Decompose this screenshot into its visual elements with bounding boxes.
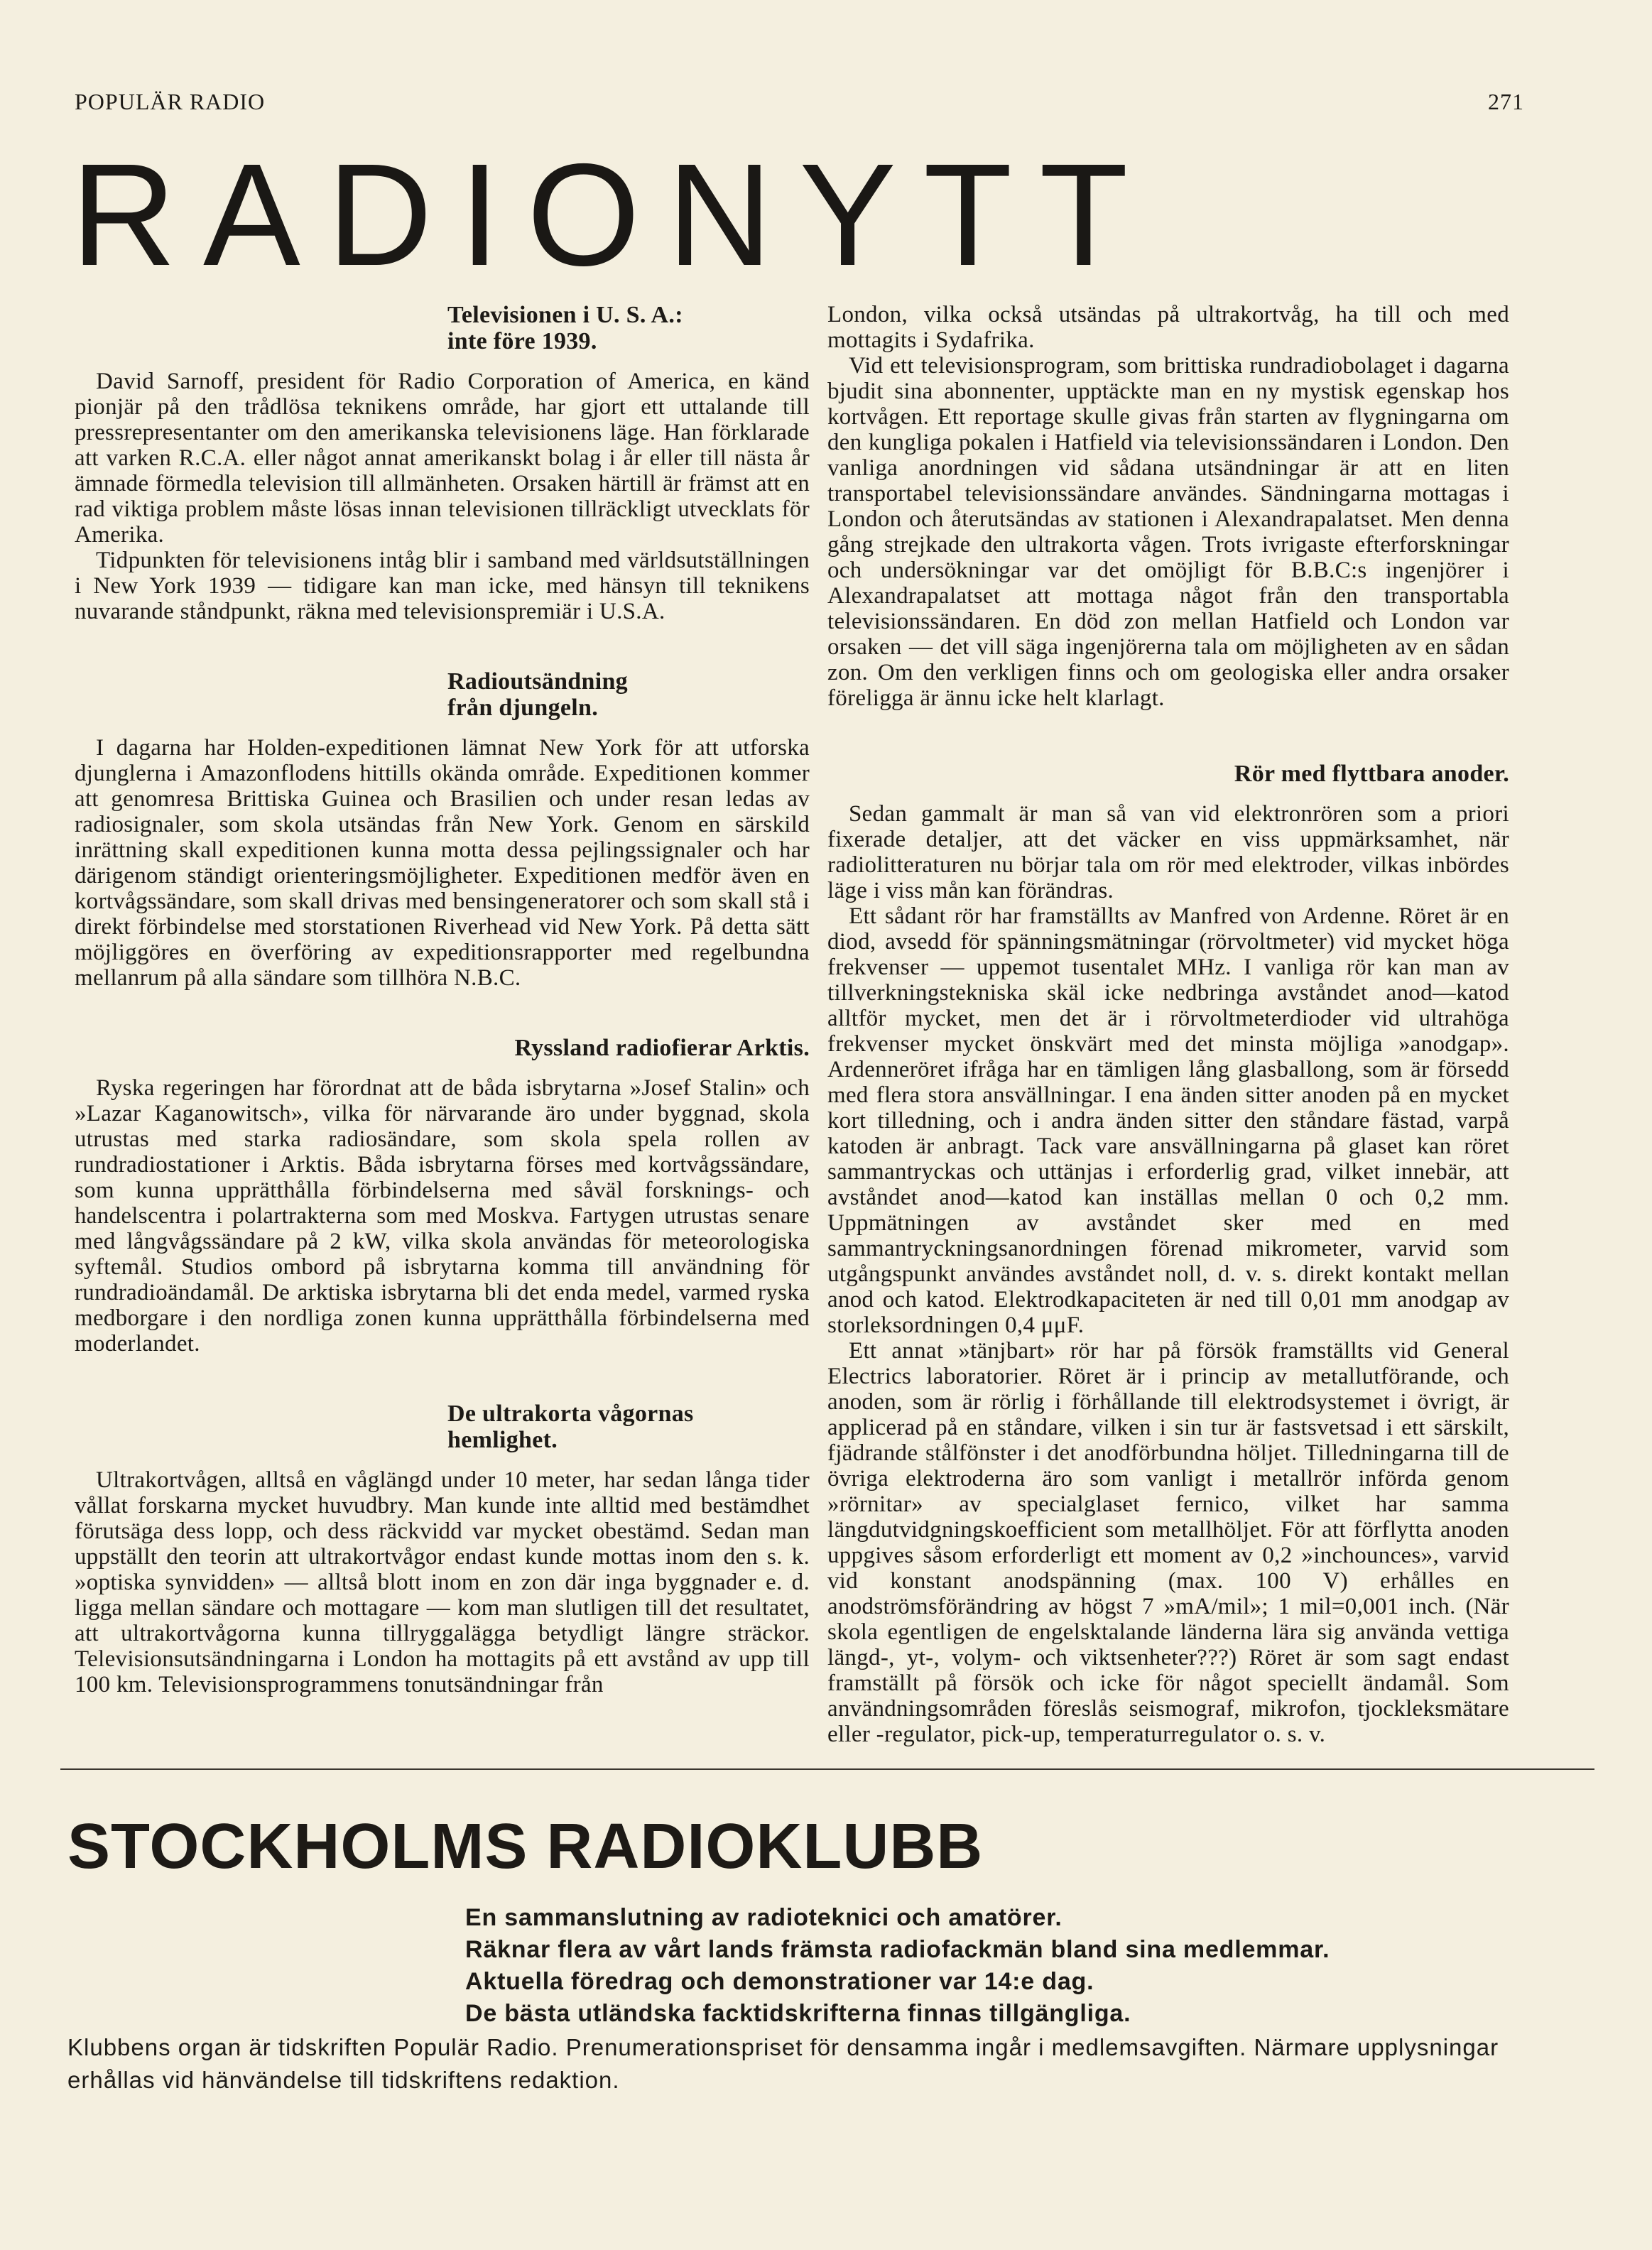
heading-line: Radioutsändning [447,668,628,695]
running-header-publication: POPULÄR RADIO [75,89,266,114]
article-radio-jungle [75,668,810,991]
article-heading [75,302,810,354]
paragraph: London, vilka också utsändas på ultrakortvåg, ha till och med mottagits i Sydafrika. [827,302,1509,353]
advertisement-line: Räknar flera av vårt lands främsta radiofackmän bland sina medlemmar. [465,1936,1330,1963]
paragraph: Ett sådant rör har framställts av Manfred von Ardenne. Röret är en diod, avsedd för spänningsmätningar (rörvoltmeter) vid mycket höga frekvenser — uppemot tusentalet MHz. I vanliga rör kan man av tillverkningstekniska skäl icke nedbringa avståndet anod—katod alltför mycket, men det är i rörvoltmeterdioder vid ultrahöga frekvenser mycket önskvärt med det minsta möjliga »anodgap». Ardenneröret ifråga har en tämligen lång glasballong, som är försedd med flera stora ansvällningar. I ena änden sitter anoden på en mycket kort tilledning, och i andra änden sitter den ståndare fästad, varpå katoden är anbragt. Tack vare ansvällningarna på glaset kan röret sammantryckas och uttänjas i erforderlig grad, vilket innebär, att avståndet anod—katod kan inställas mellan 0 och 0,2 mm. Uppmätningen av avståndet sker med en med sammantryckningsanordningen förenad mikrometer, varvid som utgångspunkt användes avståndet noll, d. v. s. direkt kontakt mellan anod och katod. Elektrodkapaciteten är ned till 0,01 mm anodgap av storleksordningen 0,4 μμF. [827,903,1509,1338]
article-television-usa [75,302,810,624]
article-heading [75,1035,810,1061]
advertisement-line: De bästa utländska facktidskrifterna finnas tillgängliga. [465,2000,1131,2027]
article-heading [827,761,1509,787]
heading-line: inte före 1939. [447,328,597,354]
heading-line: De ultrakorta vågornas [447,1401,694,1427]
paragraph: Vid ett televisionsprogram, som brittiska rundradiobolaget i dagarna bjudit sina abonnenter, upptäckte man en ny mystisk egenskap hos kortvågen. Ett reportage skulle givas från starten av flygningarna om den kungliga pokalen i Hatfield via televisionssändaren i London. Den vanliga anordningen vid sådana utsändningar är att en liten transportabel televisionssändare användes. Sändningarna mottagas i London och återutsändas av stationen i Alexandrapalatset. Men denna gång strejkade den ultrakorta vågen. Trots ivrigaste efterforskningar och undersökningar var det omöjligt för B.B.C:s ingenjörer i Alexandrapalatset att mottaga något från den transportabla televisionssändaren. En död zon mellan Hatfield och London var orsaken — det vill säga ingenjörerna tala om möjligheten av en sådan zon. Om den verkligen finns och om geologiska eller andra orsaker föreligga är ännu icke helt klarlagt. [827,353,1509,711]
heading-line: Ryssland radiofierar Arktis. [514,1035,810,1061]
paragraph: David Sarnoff, president för Radio Corporation of America, en känd pionjär på den trådlösa teknikens område, har gjort ett uttalande till pressrepresentanter om den amerikanska televisionens läge. Han förklarade att varken R.C.A. eller något annat amerikanskt bolag i år eller till nästa år ämnade förmedla television till allmänheten. Orsaken härtill är främst att en rad viktiga problem måste lösas innan televisionen tillräckligt utvecklats för Amerika. [75,369,810,548]
article-movable-anodes [827,761,1509,1747]
article-ultrashort-waves [75,1401,810,1697]
paragraph: Ett annat »tänjbart» rör har på försök framställts vid General Electrics laboratorier. Röret är i princip av metallutförande, och anoden, som är rörlig i förhållande till elektrodsystemet i övrigt, är applicerad på en ståndare, vilken i sin tur är fastsvetsad i ett särskilt, fjädrande stålfönster i det anodförbundna höljet. Tilledningarna till de övriga elektroderna äro som vanligt i metallrör införda genom »rörnitar» av specialglaset fernico, vilket har samma längdutvidgningskoefficient som metallhöljet. För att förflytta anoden uppgives såsom erforderligt ett moment av 0,2 »inchounces», varvid vid konstant anodspänning (max. 100 V) erhålles en anodströmsförändring av högst 7 »mA/mil»; 1 mil=0,001 inch. (När skola egentligen de engelsktalande länderna lära sig använda vettiga längd-, yt-, volym- och viktsenheter???) Röret är som sagt endast framställt på försök och icke för något speciellt ändamål. Som användningsområden föreslås seismograf, mikrofon, tjockleksmätare eller -regulator, pick-up, temperaturregulator o. s. v. [827,1338,1509,1747]
paragraph: Ultrakortvågen, alltså en våglängd under 10 meter, har sedan långa tider vållat forskarna mycket huvudbry. Man kunde inte alltid med bestämdhet förutsäga dess lopp, och dess räckvidd var mycket obestämd. Sedan man uppställt den teorin att ultrakortvågor endast kunde mottas inom den s. k. »optiska synvidden» — alltså blott inom en zon där inga byggnader e. d. ligga mellan sändare och mottagare — kom man slutligen till det resultatet, att ultrakortvågorna kunna tillryggalägga betydligt längre sträckor. Televisionsutsändningarna i London ha mottagits på ett avstånd av upp till 100 km. Televisionsprogrammens tonutsändningar från [75,1467,810,1697]
advertisement-footer: Klubbens organ är tidskriften Populär Radio. Prenumerationspriset för densamma ingår i medlemsavgiften. Närmare upplysningar erhållas vid hänvändelse till tidskriftens redaktion. [67,2034,1499,2093]
article-heading [75,668,810,721]
article-ultrashort-waves-continued [827,302,1509,711]
article-heading [75,1401,810,1453]
paragraph: Sedan gammalt är man så van vid elektronrören som a priori fixerade detaljer, att det väcker en viss uppmärksamhet, när radiolitteraturen nu börjar tala om rör med elektroder, vilkas inbördes läge i viss mån kan förändras. [827,801,1509,903]
heading-line: Rör med flyttbara anoder. [1234,761,1509,787]
page-number: 271 [1488,89,1524,114]
left-column [75,302,810,1697]
paragraph: Ryska regeringen har förordnat att de båda isbrytarna »Josef Stalin» och »Lazar Kaganowitsch», vilka för närvarande äro under byggnad, skola utrustas med starka radiosändare, som skola spela rollen av rundradiostationer i Arktis. Båda isbrytarna förses med kortvågssändare, som kunna upprätthålla förbindelserna med såväl forsknings- och handelscentra i polartrakterna som med Moskva. Fartygen utrustas senare med långvågssändare på 2 kW, vilka skola användas för meteorologiska syftemål. Studios ombord på isbrytarna komma till användning för rundradioändamål. De arktiska isbrytarna bli det enda medel, varmed ryska medborgare i den nordliga zonen kunna upprätthålla förbindelserna med moderlandet. [75,1075,810,1357]
heading-line: från djungeln. [447,695,599,721]
paragraph: Tidpunkten för televisionens intåg blir i samband med världsutställningen i New York 1939 — tidigare kan man icke, med hänsyn till teknikens nuvarande ståndpunkt, räkna med televisionspremiär i U.S.A. [75,548,810,624]
advertisement-highlights [465,1902,1330,2030]
heading-line: Televisionen i U. S. A.: [447,302,683,328]
advertisement-line: En sammanslutning av radioteknici och amatörer. [465,1904,1063,1931]
advertisement-line: Aktuella föredrag och demonstrationer var 14:e dag. [465,1968,1094,1995]
right-column [827,302,1509,1747]
article-russia-arctic [75,1035,810,1357]
paragraph: I dagarna har Holden-expeditionen lämnat New York för att utforska djunglerna i Amazonflodens hittills okända område. Expeditionen kommer att genomresa Brittiska Guinea och Brasilien och under resan ledas av radiosignaler, som skola utsändas från New York. Genom en särskild inrättning skall expeditionen kunna motta dessa pejlingssignaler och har därigenom ständigt orienteringsmöjligheter. Expeditionen medför även en kortvågssändare, som skall drivas med bensingeneratorer och som skall stå i direkt förbindelse med storstationen Riverhead vid New York. På detta sätt möjliggöres en överföring av expeditionsrapporter med regelbundna mellanrum på alla sändare som tillhöra N.B.C. [75,735,810,991]
page-title: RADIONYTT [71,134,1156,296]
heading-line: hemlighet. [447,1427,558,1453]
divider-rule [60,1768,1594,1770]
advertisement-title: STOCKHOLMS RADIOKLUBB [67,1811,984,1882]
